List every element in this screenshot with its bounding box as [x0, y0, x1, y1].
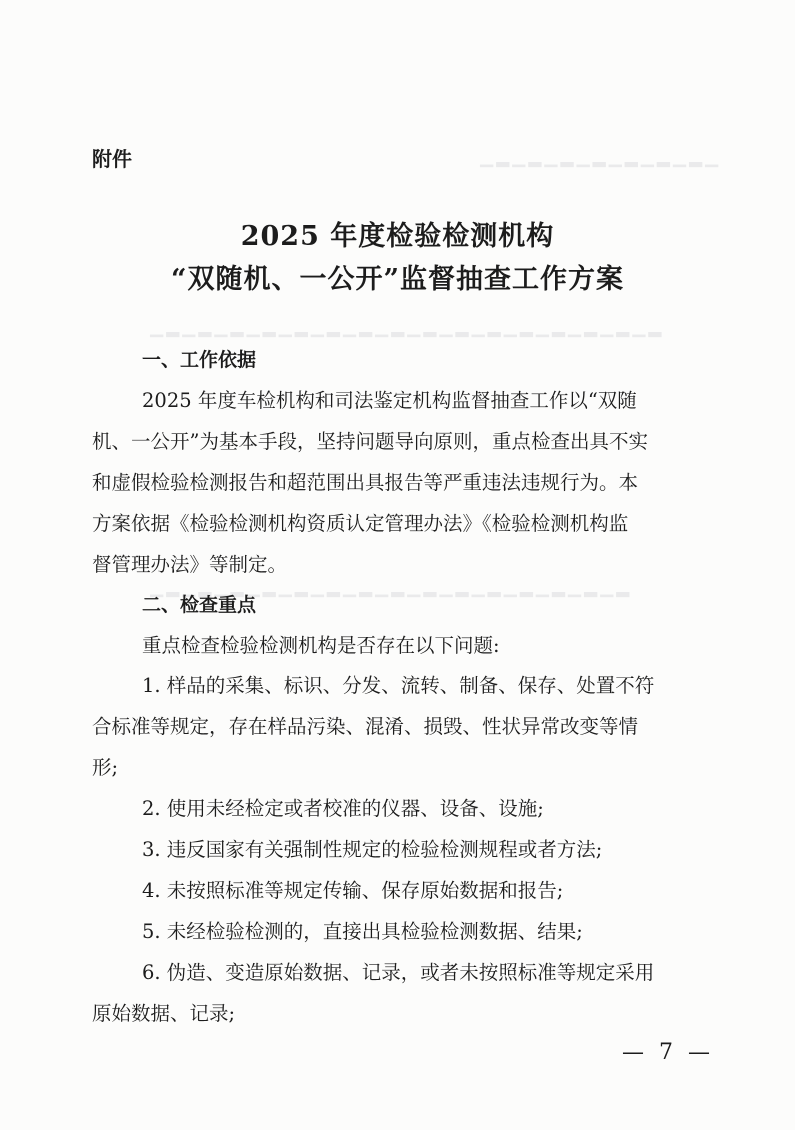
page-number: — 7 —	[622, 1040, 714, 1065]
bleed-through-decoration: ▁▂▁▂▁▂▁▂▁▂▁▂▁▂▁▂▁▂▁▂▁▂▁▂▁▂▁▂▁▂	[150, 578, 633, 598]
list-item-5: 5. 未经检验检测的，直接出具检验检测数据、结果;	[142, 920, 583, 943]
bleed-through-decoration: ▁▂▁▂▁▂▁▂▁▂▁▂▁▂▁	[480, 148, 722, 168]
body-line: 方案依据《检验检测机构资质认定管理办法》《检验检测机构监	[92, 512, 629, 535]
body-line: 原始数据、记录;	[92, 1002, 236, 1025]
list-item-3: 3. 违反国家有关强制性规定的检验检测规程或者方法;	[142, 838, 603, 861]
body-line: 重点检查检验检测机构是否存在以下问题:	[142, 634, 500, 657]
body-line: 机、一公开”为基本手段，坚持问题导向原则，重点检查出具不实	[92, 430, 648, 453]
annex-label: 附件	[92, 147, 132, 171]
body-line: 和虚假检验检测报告和超范围出具报告等严重违法违规行为。本	[92, 471, 639, 494]
body-line: 2025 年度车检机构和司法鉴定机构监督抽查工作以“双随	[142, 389, 637, 412]
section-1-heading: 一、工作依据	[142, 349, 257, 371]
title-line-2: “双随机、一公开”监督抽查工作方案	[170, 264, 625, 295]
title-line-1: 2025 年度检验检测机构	[240, 221, 555, 252]
list-item-6: 6. 伪造、变造原始数据、记录，或者未按照标准等规定采用	[142, 961, 655, 984]
list-item-4: 4. 未按照标准等规定传输、保存原始数据和报告;	[142, 879, 564, 902]
body-line: 督管理办法》等制定。	[92, 553, 288, 576]
body-line: 形;	[92, 756, 119, 779]
section-2-heading: 二、检查重点	[142, 594, 257, 616]
body-line: 合标准等规定，存在样品污染、混淆、损毁、性状异常改变等情	[92, 715, 639, 738]
list-item-2: 2. 使用未经检定或者校准的仪器、设备、设施;	[142, 797, 544, 820]
list-item-1: 1. 样品的采集、标识、分发、流转、制备、保存、处置不符	[142, 674, 655, 697]
bleed-through-decoration: ▁▂▁▂▁▂▁▂▁▂▁▂▁▂▁▂▁▂▁▂▁▂▁▂▁▂▁▂▁▂▁▂	[150, 318, 665, 338]
